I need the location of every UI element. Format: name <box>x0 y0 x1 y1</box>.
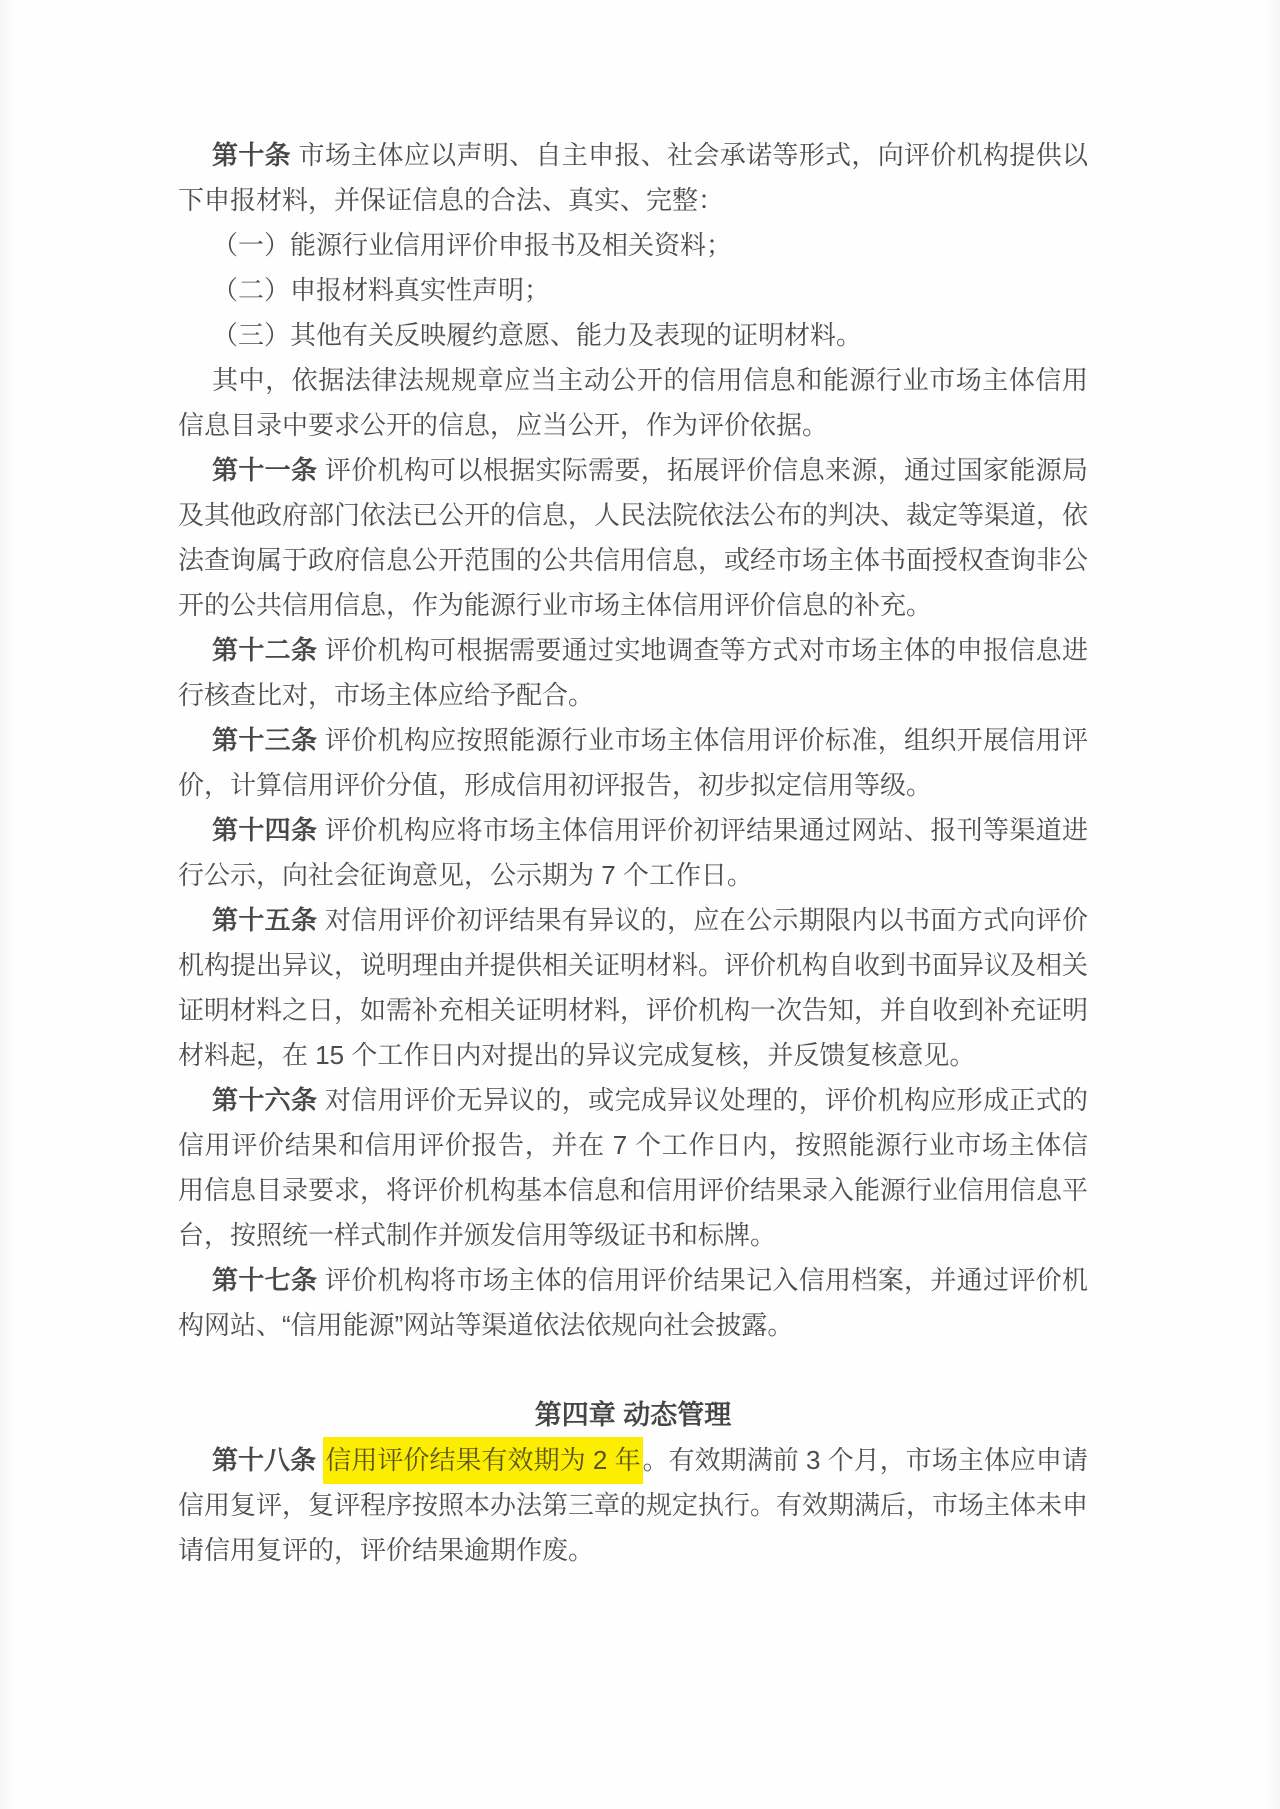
article-number: 第十一条 <box>212 455 318 485</box>
article-paragraph: 第十三条 评价机构应按照能源行业市场主体信用评价标准，组织开展信用评价，计算信用评价分值，形成信用初评报告，初步拟定信用等级。 <box>178 725 1088 800</box>
highlighted-text: 信用评价结果有效期为 2 年 <box>323 1437 642 1484</box>
article-paragraph: 第十四条 评价机构应将市场主体信用评价初评结果通过网站、报刊等渠道进行公示，向社会征询意见，公示期为 7 个工作日。 <box>178 815 1088 890</box>
chapter-heading: 第四章 动态管理 <box>534 1400 732 1430</box>
article-number: 第十八条 <box>212 1445 317 1475</box>
list-item-paragraph: （一）能源行业信用评价申报书及相关资料； <box>212 230 733 260</box>
list-item-paragraph: （二）申报材料真实性声明； <box>212 275 551 305</box>
article-paragraph: 第十六条 对信用评价无异议的，或完成异议处理的，评价机构应形成正式的信用评价结果和信用评价报告，并在 7 个工作日内，按照能源行业市场主体信用信息目录要求，将评价机构基本信息和信用评价结果录入能源行业信用信息平台，按照统一样式制作并颁发信用等级证书和标牌。 <box>178 1085 1089 1250</box>
article-number: 第十六条 <box>212 1085 318 1115</box>
article-number: 第十二条 <box>212 635 318 665</box>
article-paragraph: 第十五条 对信用评价初评结果有异议的，应在公示期限内以书面方式向评价机构提出异议，说明理由并提供相关证明材料。评价机构自收到书面异议及相关证明材料之日，如需补充相关证明材料，评价机构一次告知，并自收到补充证明材料起，在 15 个工作日内对提出的异议完成复核，并反馈复核意见。 <box>178 905 1089 1070</box>
document-body <box>178 133 1088 1573</box>
list-item-paragraph: （三）其他有关反映履约意愿、能力及表现的证明材料。 <box>212 320 863 350</box>
article-number: 第十四条 <box>212 815 318 845</box>
article-number: 第十三条 <box>212 725 318 755</box>
article-number: 第十条 <box>212 140 291 170</box>
article-number: 第十五条 <box>212 905 318 935</box>
article-number: 第十七条 <box>212 1265 318 1295</box>
article-paragraph: 第十七条 评价机构将市场主体的信用评价结果记入信用档案，并通过评价机构网站、“信用能源”网站等渠道依法依规向社会披露。 <box>178 1265 1088 1340</box>
paragraph: 其中，依据法律法规规章应当主动公开的信用信息和能源行业市场主体信用信息目录中要求公开的信息，应当公开，作为评价依据。 <box>178 365 1088 440</box>
article-paragraph: 第十八条 信用评价结果有效期为 2 年。有效期满前 3 个月，市场主体应申请信用复评，复评程序按照本办法第三章的规定执行。有效期满后，市场主体未申请信用复评的，评价结果逾期作废。 <box>178 1438 1088 1573</box>
article-paragraph: 第十一条 评价机构可以根据实际需要，拓展评价信息来源，通过国家能源局及其他政府部门依法已公开的信息，人民法院依法公布的判决、裁定等渠道，依法查询属于政府信息公开范围的公共信用信息，或经市场主体书面授权查询非公开的公共信用信息，作为能源行业市场主体信用评价信息的补充。 <box>178 455 1089 620</box>
article-paragraph: 第十条 市场主体应以声明、自主申报、社会承诺等形式，向评价机构提供以下申报材料，并保证信息的合法、真实、完整： <box>178 140 1088 215</box>
article-paragraph: 第十二条 评价机构可根据需要通过实地调查等方式对市场主体的申报信息进行核查比对，市场主体应给予配合。 <box>178 635 1088 710</box>
